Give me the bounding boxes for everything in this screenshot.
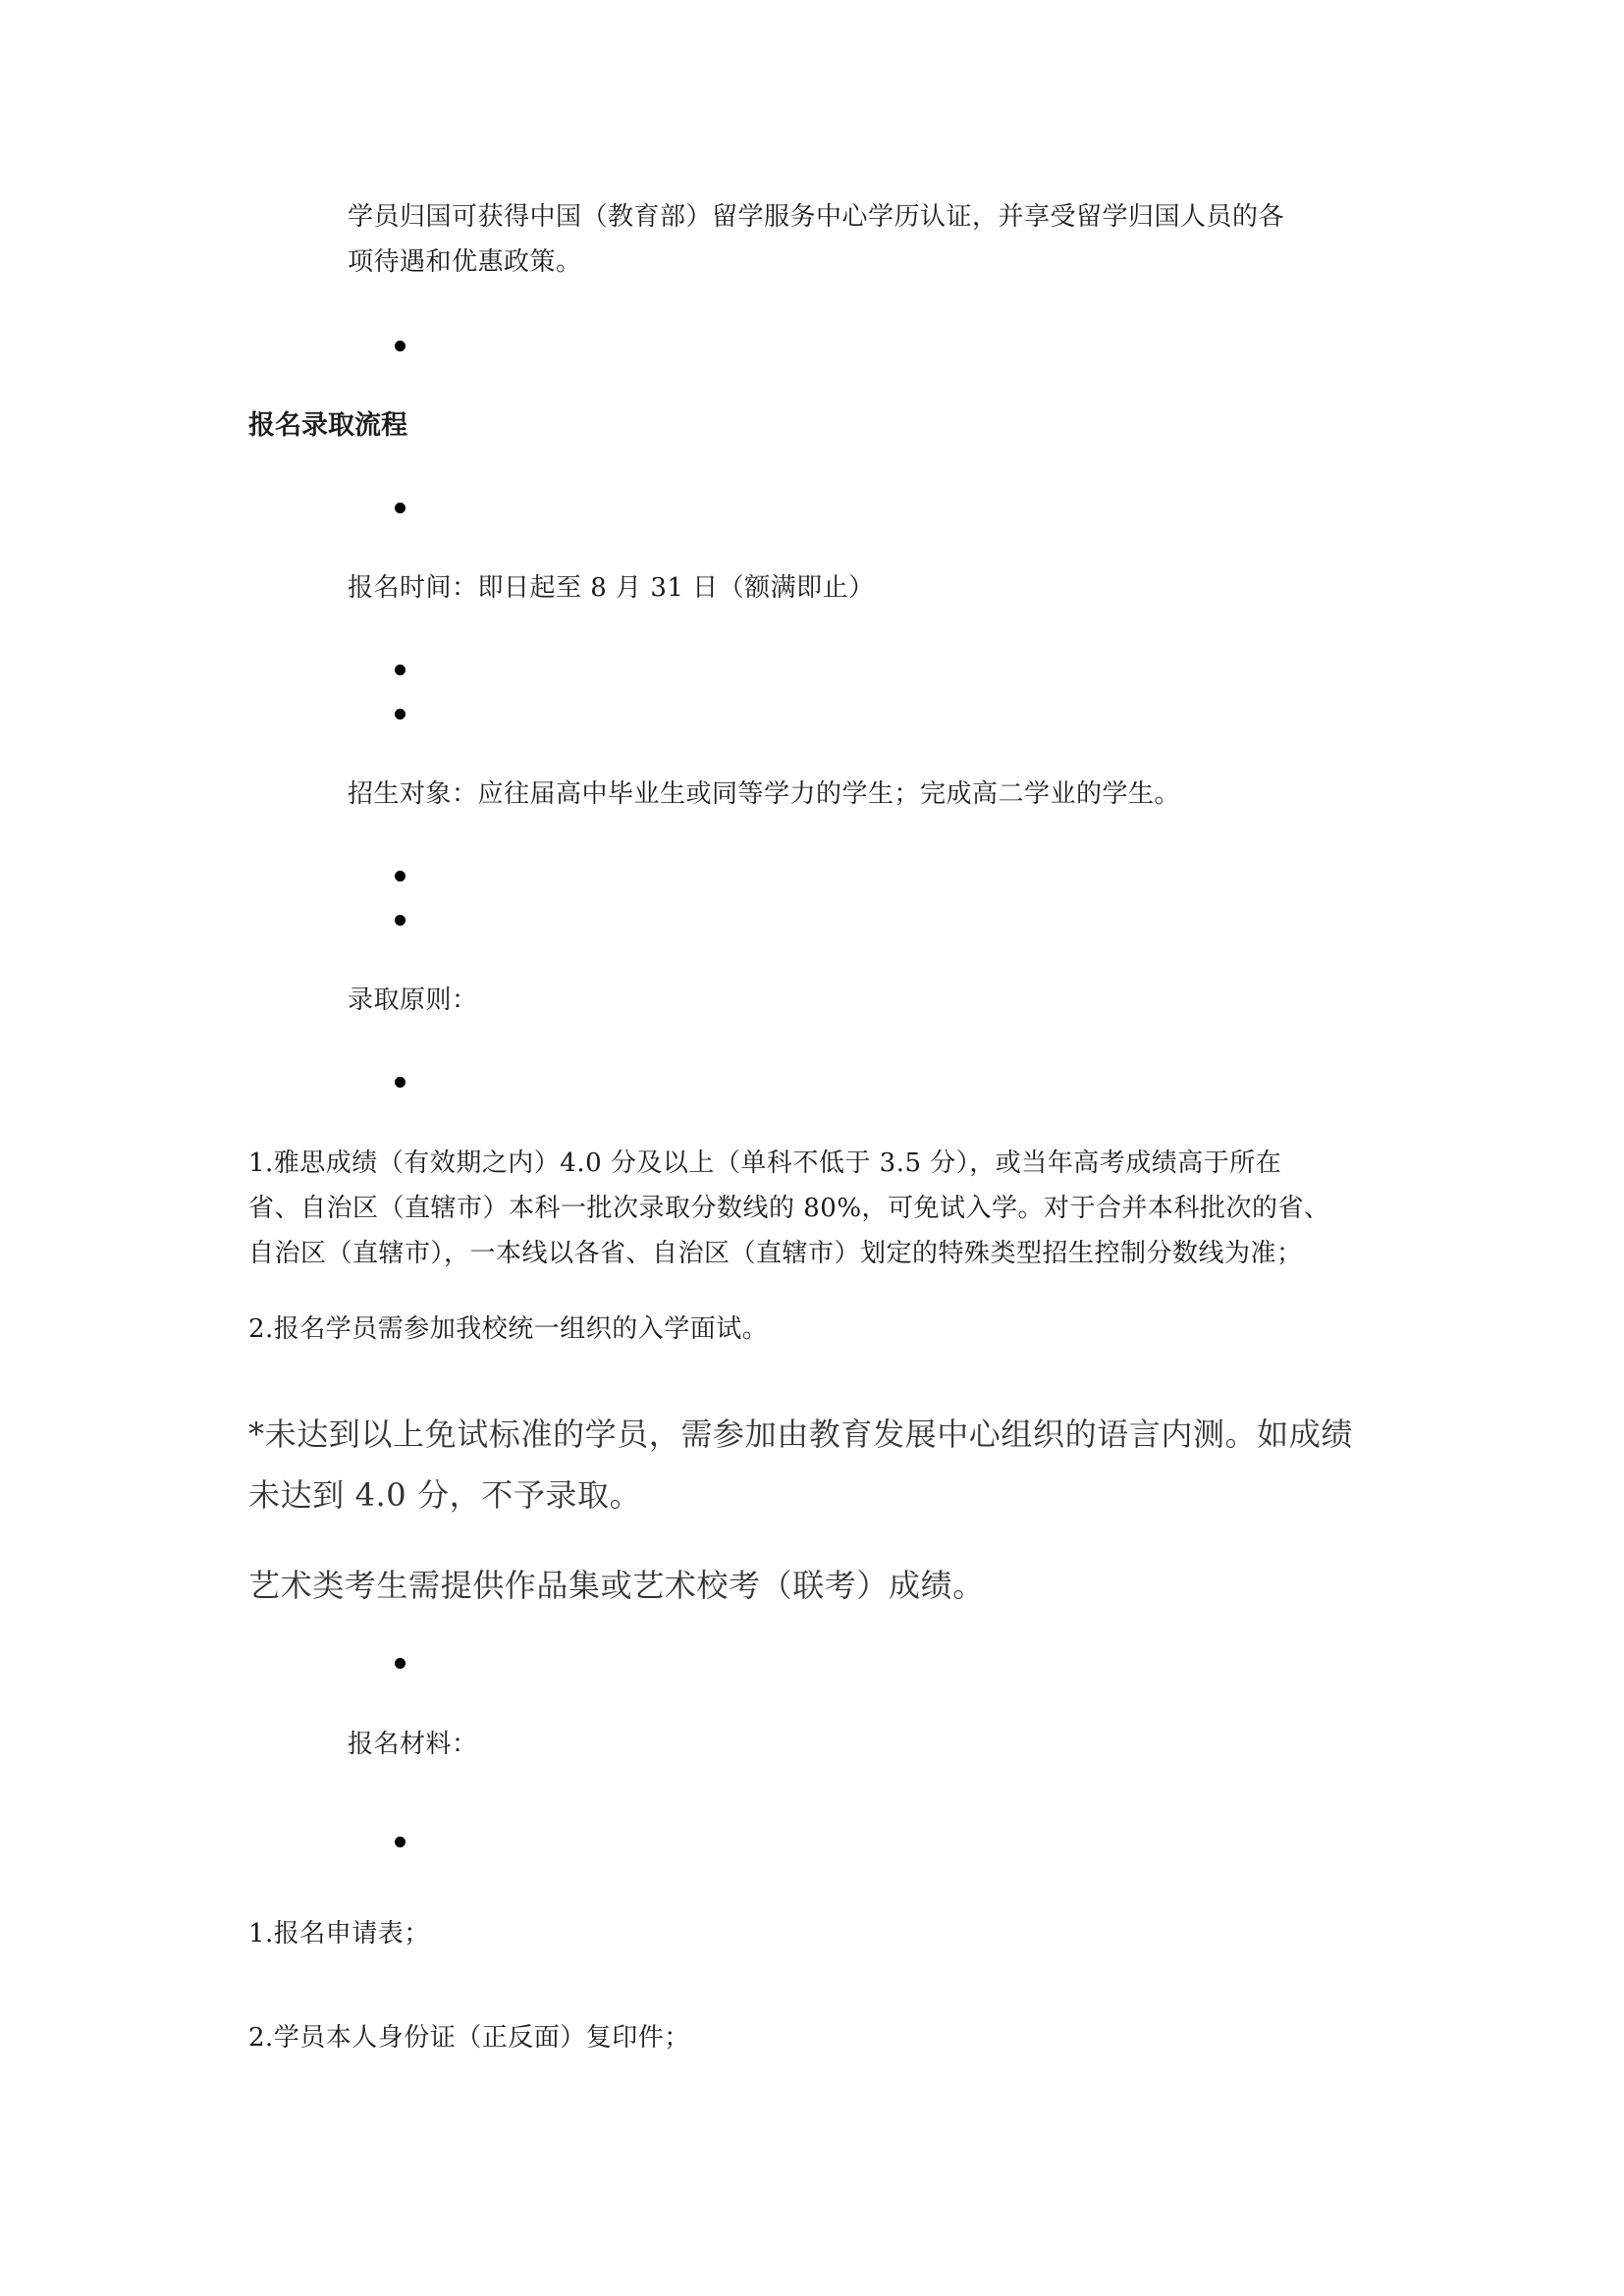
admission-rule-1 xyxy=(248,1141,1330,1276)
bullet-icon xyxy=(395,503,406,513)
bullet-icon xyxy=(395,665,406,675)
admission-principle-label: 录取原则： xyxy=(348,986,478,1015)
rule-1-line-1: 1.雅思成绩（有效期之内）4.0 分及以上（单科不低于 3.5 分），或当年高考成绩高于所在 xyxy=(248,1148,1282,1178)
materials-label: 报名材料： xyxy=(348,1730,478,1759)
material-item-1: 1.报名申请表； xyxy=(248,1919,430,1949)
registration-time: 报名时间：即日起至 8 月 31 日（额满即止） xyxy=(348,573,875,603)
exam-note xyxy=(248,1404,1353,1525)
bullet-icon xyxy=(395,1837,406,1847)
exam-note-line-1: *未达到以上免试标准的学员，需参加由教育发展中心组织的语言内测。如成绩 xyxy=(248,1415,1354,1453)
rule-1-line-3: 自治区（直辖市），一本线以各省、自治区（直辖市）划定的特殊类型招生控制分数线为准； xyxy=(248,1239,1303,1268)
exam-note-line-2: 未达到 4.0 分，不予录取。 xyxy=(248,1476,642,1514)
admission-rule-2: 2.报名学员需参加我校统一组织的入学面试。 xyxy=(248,1314,769,1344)
intro-paragraph xyxy=(348,194,1284,285)
bullet-icon xyxy=(395,709,406,720)
art-student-note: 艺术类考生需提供作品集或艺术校考（联考）成绩。 xyxy=(248,1567,985,1604)
bullet-icon xyxy=(395,341,406,351)
bullet-icon xyxy=(395,1077,406,1088)
intro-line-1: 学员归国可获得中国（教育部）留学服务中心学历认证，并享受留学归国人员的各 xyxy=(348,202,1285,232)
bullet-icon xyxy=(395,871,406,881)
intro-line-2: 项待遇和优惠政策。 xyxy=(348,247,582,277)
rule-1-line-2: 省、自治区（直辖市）本科一批次录取分数线的 80%，可免试入学。对于合并本科批次的省、 xyxy=(248,1194,1330,1223)
enrollment-target: 招生对象：应往届高中毕业生或同等学力的学生；完成高二学业的学生。 xyxy=(348,779,1181,809)
bullet-icon xyxy=(395,915,406,926)
material-item-2: 2.学员本人身份证（正反面）复印件； xyxy=(248,2023,690,2053)
section-heading: 报名录取流程 xyxy=(248,410,407,441)
bullet-icon xyxy=(395,1658,406,1669)
